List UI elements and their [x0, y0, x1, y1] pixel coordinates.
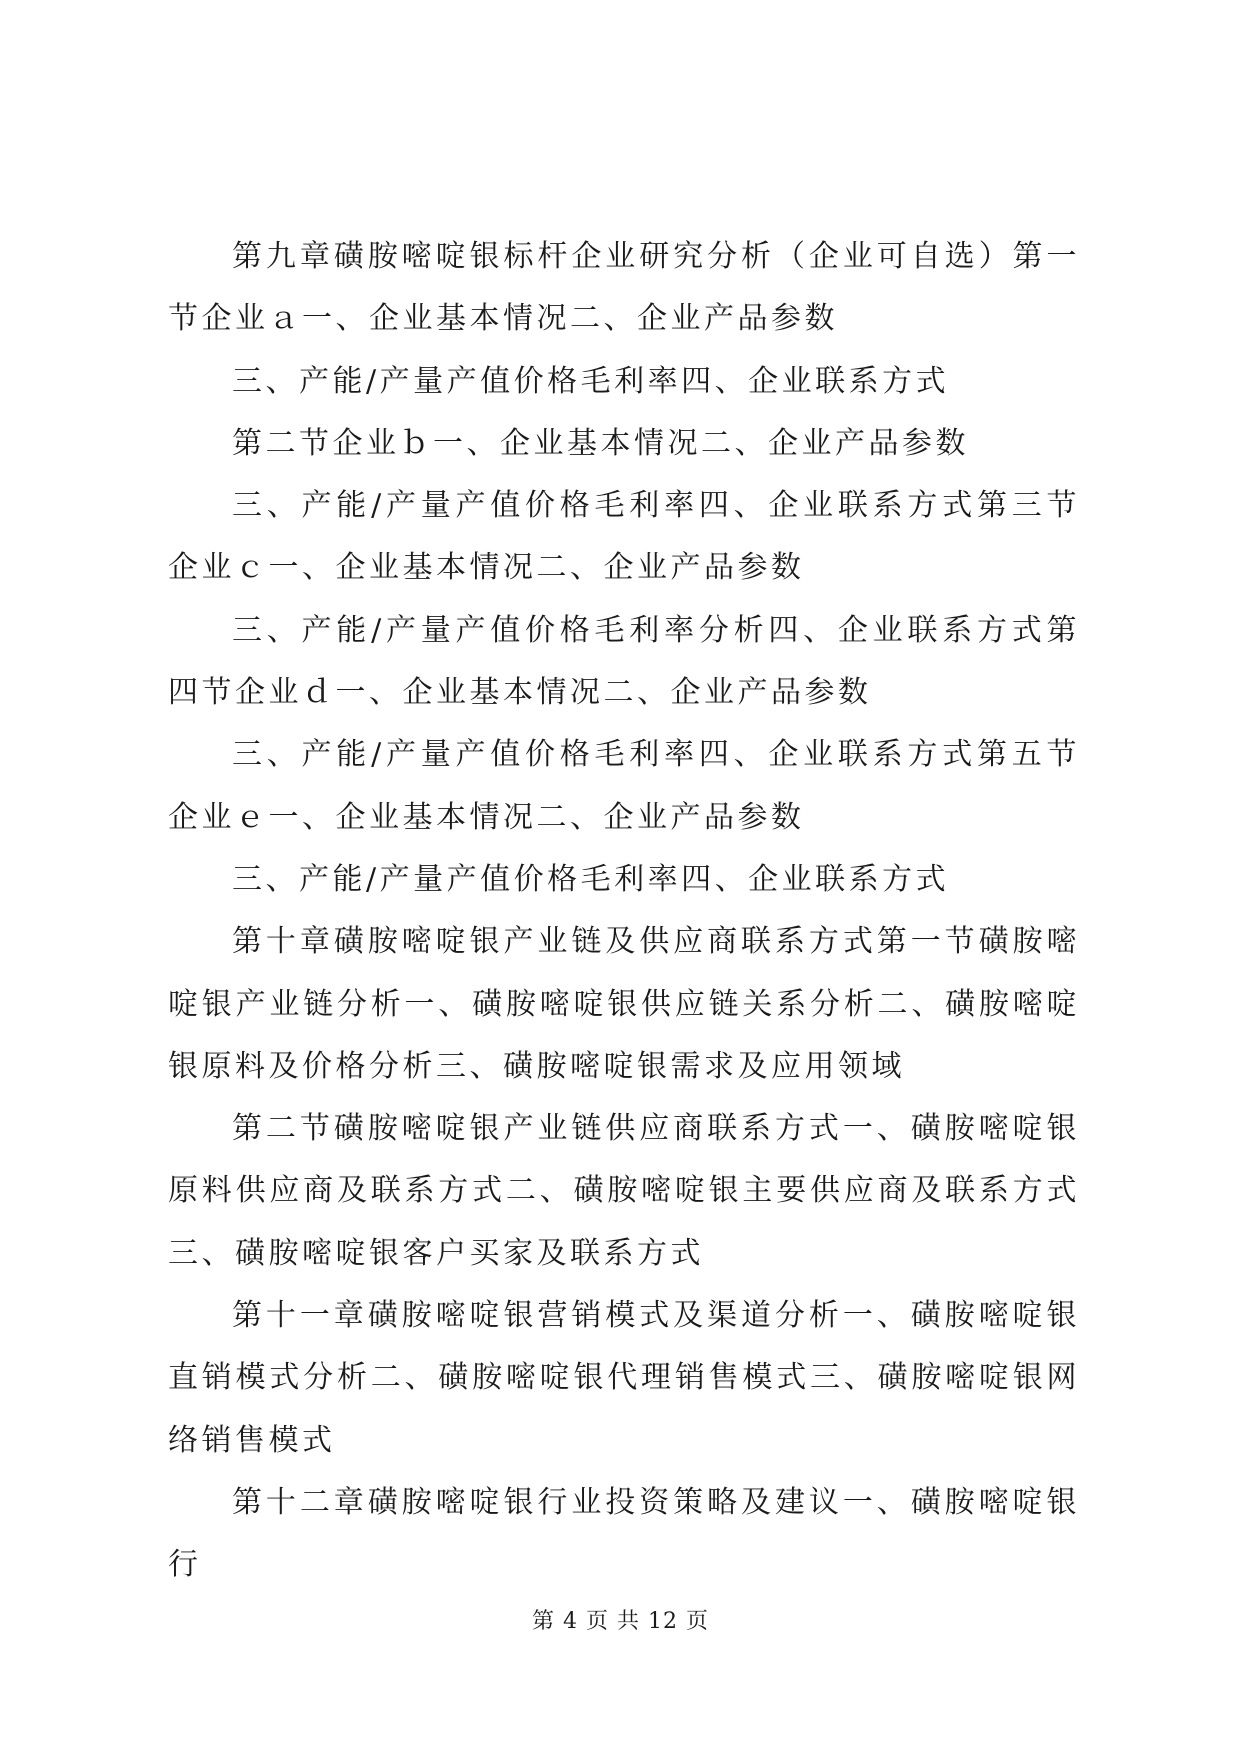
paragraph: 第二节磺胺嘧啶银产业链供应商联系方式一、磺胺嘧啶银原料供应商及联系方式二、磺胺嘧啶银主要供应商及联系方式三、磺胺嘧啶银客户买家及联系方式 [168, 1111, 1080, 1271]
paragraph: 三、产能/产量产值价格毛利率四、企业联系方式第五节企业ｅ一、企业基本情况二、企业产品参数 [168, 737, 1080, 835]
paragraph: 第十一章磺胺嘧啶银营销模式及渠道分析一、磺胺嘧啶银直销模式分析二、磺胺嘧啶银代理销售模式三、磺胺嘧啶银网络销售模式 [168, 1298, 1080, 1458]
paragraph: 三、产能/产量产值价格毛利率四、企业联系方式第三节企业ｃ一、企业基本情况二、企业产品参数 [168, 488, 1080, 586]
paragraph: 三、产能/产量产值价格毛利率四、企业联系方式 [232, 861, 950, 897]
page-number-footer: 第 4 页 共 12 页 [532, 1609, 709, 1634]
paragraph: 第十二章磺胺嘧啶银行业投资策略及建议一、磺胺嘧啶银行 [168, 1484, 1080, 1583]
paragraph: 三、产能/产量产值价格毛利率分析四、企业联系方式第四节企业ｄ一、企业基本情况二、企业产品参数 [168, 612, 1080, 711]
document-body [168, 226, 1080, 1597]
paragraph: 第二节企业ｂ一、企业基本情况二、企业产品参数 [232, 425, 969, 461]
paragraph: 三、产能/产量产值价格毛利率四、企业联系方式 [232, 363, 950, 399]
paragraph: 第十章磺胺嘧啶银产业链及供应商联系方式第一节磺胺嘧啶银产业链分析一、磺胺嘧啶银供应链关系分析二、磺胺嘧啶银原料及价格分析三、磺胺嘧啶银需求及应用领域 [168, 924, 1080, 1084]
paragraph: 第九章磺胺嘧啶银标杆企业研究分析（企业可自选）第一节企业ａ一、企业基本情况二、企业产品参数 [168, 239, 1080, 337]
